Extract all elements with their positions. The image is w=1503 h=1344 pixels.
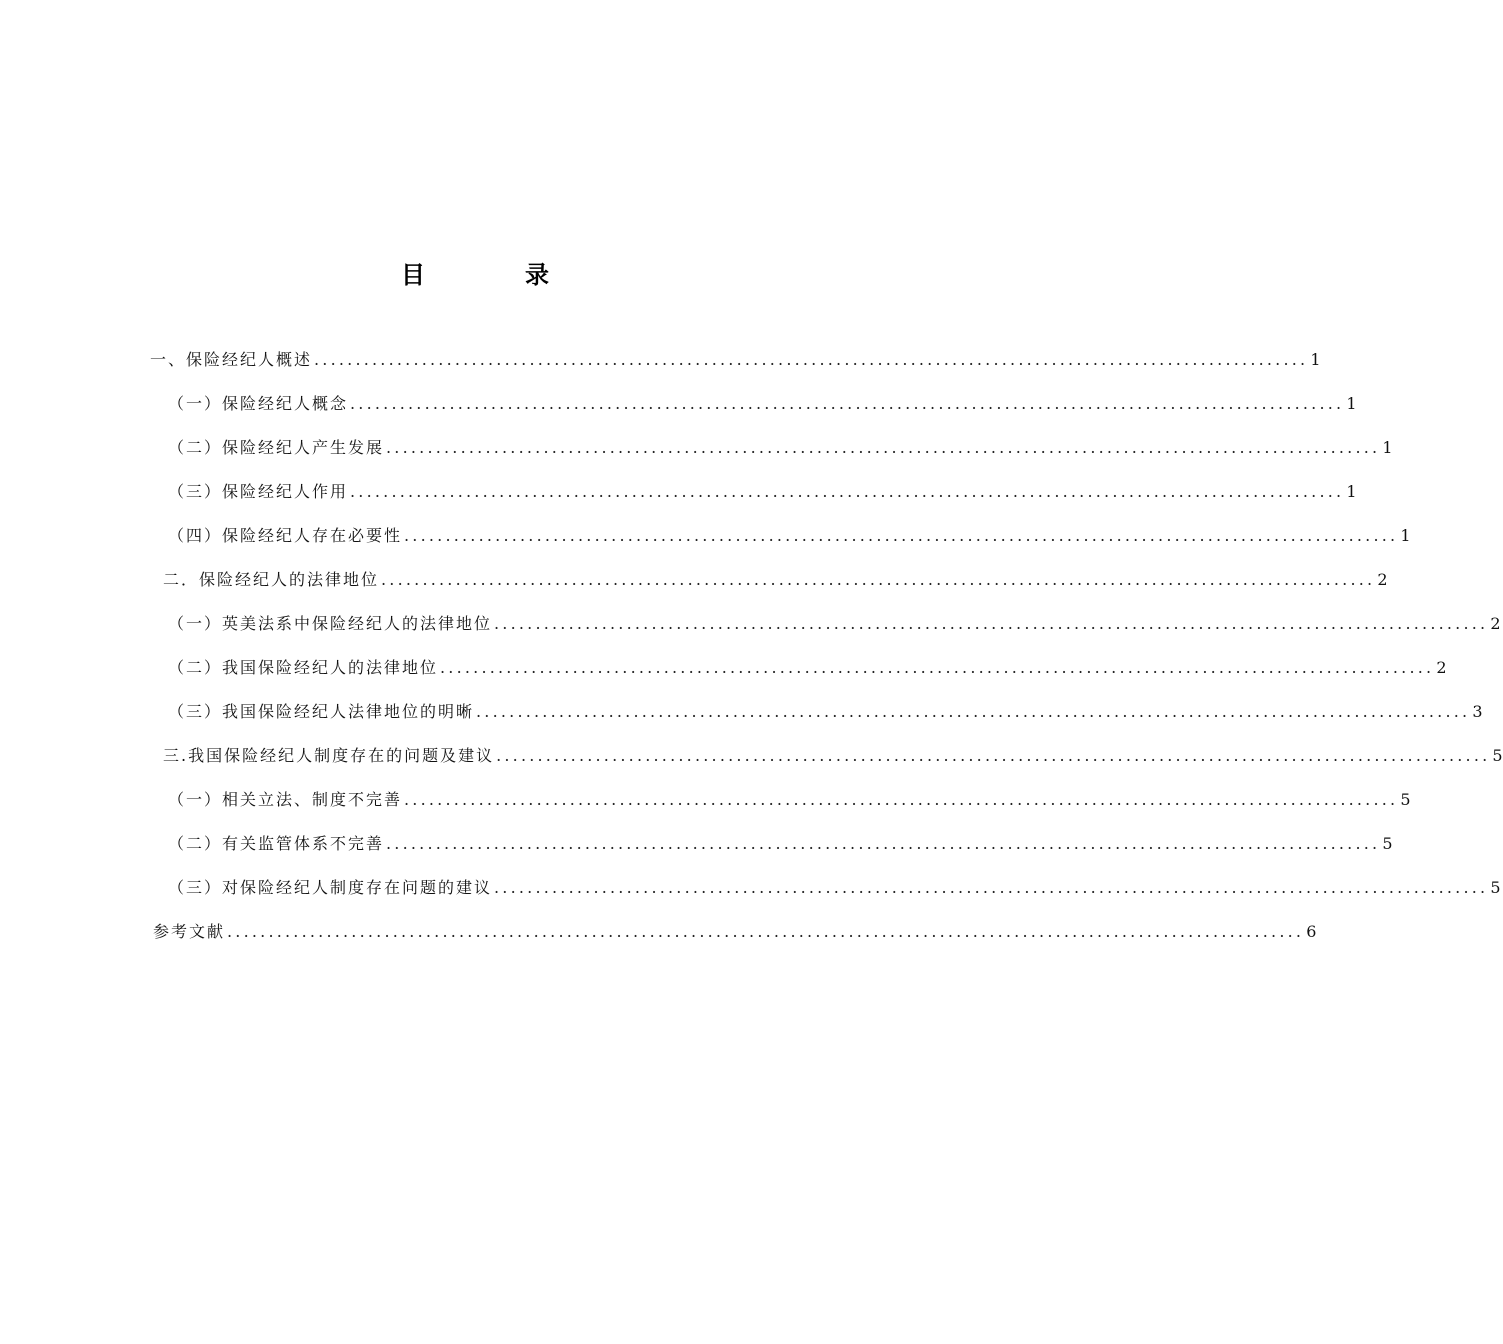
toc-entry-title: （二）有关监管体系不完善 <box>168 834 385 853</box>
toc-page-number: 5 <box>1492 746 1503 765</box>
toc-entry-2-2[interactable] <box>168 655 1447 679</box>
toc-leader-dots: ........................................................................................................................ <box>381 570 1376 589</box>
toc-page-number: 1 <box>1382 438 1393 457</box>
toc-entry-3-2[interactable] <box>168 831 1393 855</box>
toc-page-number: 1 <box>1346 394 1357 413</box>
toc-entry-title: 一、保险经纪人概述 <box>150 350 313 369</box>
toc-page-number: 5 <box>1490 878 1501 897</box>
toc-entry-title: 二．保险经纪人的法律地位 <box>163 570 380 589</box>
toc-entry-2-1[interactable] <box>168 611 1501 635</box>
toc-entry-references[interactable] <box>153 919 1317 943</box>
toc-entry-title: （二）保险经纪人产生发展 <box>168 438 385 457</box>
toc-leader-dots: ........................................................................................................................ <box>404 526 1399 545</box>
toc-entry-1-1[interactable] <box>168 391 1357 415</box>
toc-entry-title: （一）英美法系中保险经纪人的法律地位 <box>168 614 493 633</box>
toc-leader-dots: ........................................................................................................................ <box>494 614 1489 633</box>
toc-leader-dots: .................................................................................................................................. <box>227 922 1305 941</box>
toc-leader-dots: ........................................................................................................................ <box>494 878 1489 897</box>
toc-entry-3-3[interactable] <box>168 875 1501 899</box>
toc-entry-1[interactable] <box>150 347 1321 371</box>
toc-entry-title: 参考文献 <box>153 922 226 941</box>
toc-page-number: 3 <box>1472 702 1483 721</box>
toc-entry-title: （二）我国保险经纪人的法律地位 <box>168 658 439 677</box>
toc-leader-dots: ........................................................................................................................ <box>404 790 1399 809</box>
toc-leader-dots: ........................................................................................................................ <box>314 350 1309 369</box>
toc-entry-title: （四）保险经纪人存在必要性 <box>168 526 403 545</box>
toc-page-number: 1 <box>1310 350 1321 369</box>
toc-entry-1-4[interactable] <box>168 523 1411 547</box>
toc-entry-1-3[interactable] <box>168 479 1357 503</box>
toc-page-number: 5 <box>1400 790 1411 809</box>
toc-entry-title: （一）保险经纪人概念 <box>168 394 349 413</box>
toc-page-number: 1 <box>1400 526 1411 545</box>
toc-page-number: 6 <box>1306 922 1317 941</box>
toc-entry-title: （三）我国保险经纪人法律地位的明晰 <box>168 702 475 721</box>
toc-page-number: 5 <box>1382 834 1393 853</box>
toc-page-number: 2 <box>1436 658 1447 677</box>
toc-entry-title: （三）对保险经纪人制度存在问题的建议 <box>168 878 493 897</box>
toc-entry-1-2[interactable] <box>168 435 1393 459</box>
toc-entry-3[interactable] <box>163 743 1503 767</box>
toc-page-number: 2 <box>1377 570 1388 589</box>
toc-page-number: 1 <box>1346 482 1357 501</box>
toc-entry-title: （一）相关立法、制度不完善 <box>168 790 403 809</box>
toc-leader-dots: ........................................................................................................................ <box>386 834 1381 853</box>
toc-leader-dots: ........................................................................................................................ <box>350 394 1345 413</box>
toc-leader-dots: ........................................................................................................................ <box>440 658 1435 677</box>
toc-leader-dots: ........................................................................................................................ <box>386 438 1381 457</box>
page-title: 目 录 <box>401 261 587 289</box>
toc-leader-dots: ........................................................................................................................ <box>476 702 1471 721</box>
toc-page-number: 2 <box>1490 614 1501 633</box>
toc-entry-title: 三.我国保险经纪人制度存在的问题及建议 <box>163 746 495 765</box>
toc-leader-dots: ........................................................................................................................ <box>496 746 1491 765</box>
toc-entry-2-3[interactable] <box>168 699 1483 723</box>
toc-leader-dots: ........................................................................................................................ <box>350 482 1345 501</box>
toc-entry-3-1[interactable] <box>168 787 1411 811</box>
toc-entry-2[interactable] <box>163 567 1388 591</box>
toc-entry-title: （三）保险经纪人作用 <box>168 482 349 501</box>
